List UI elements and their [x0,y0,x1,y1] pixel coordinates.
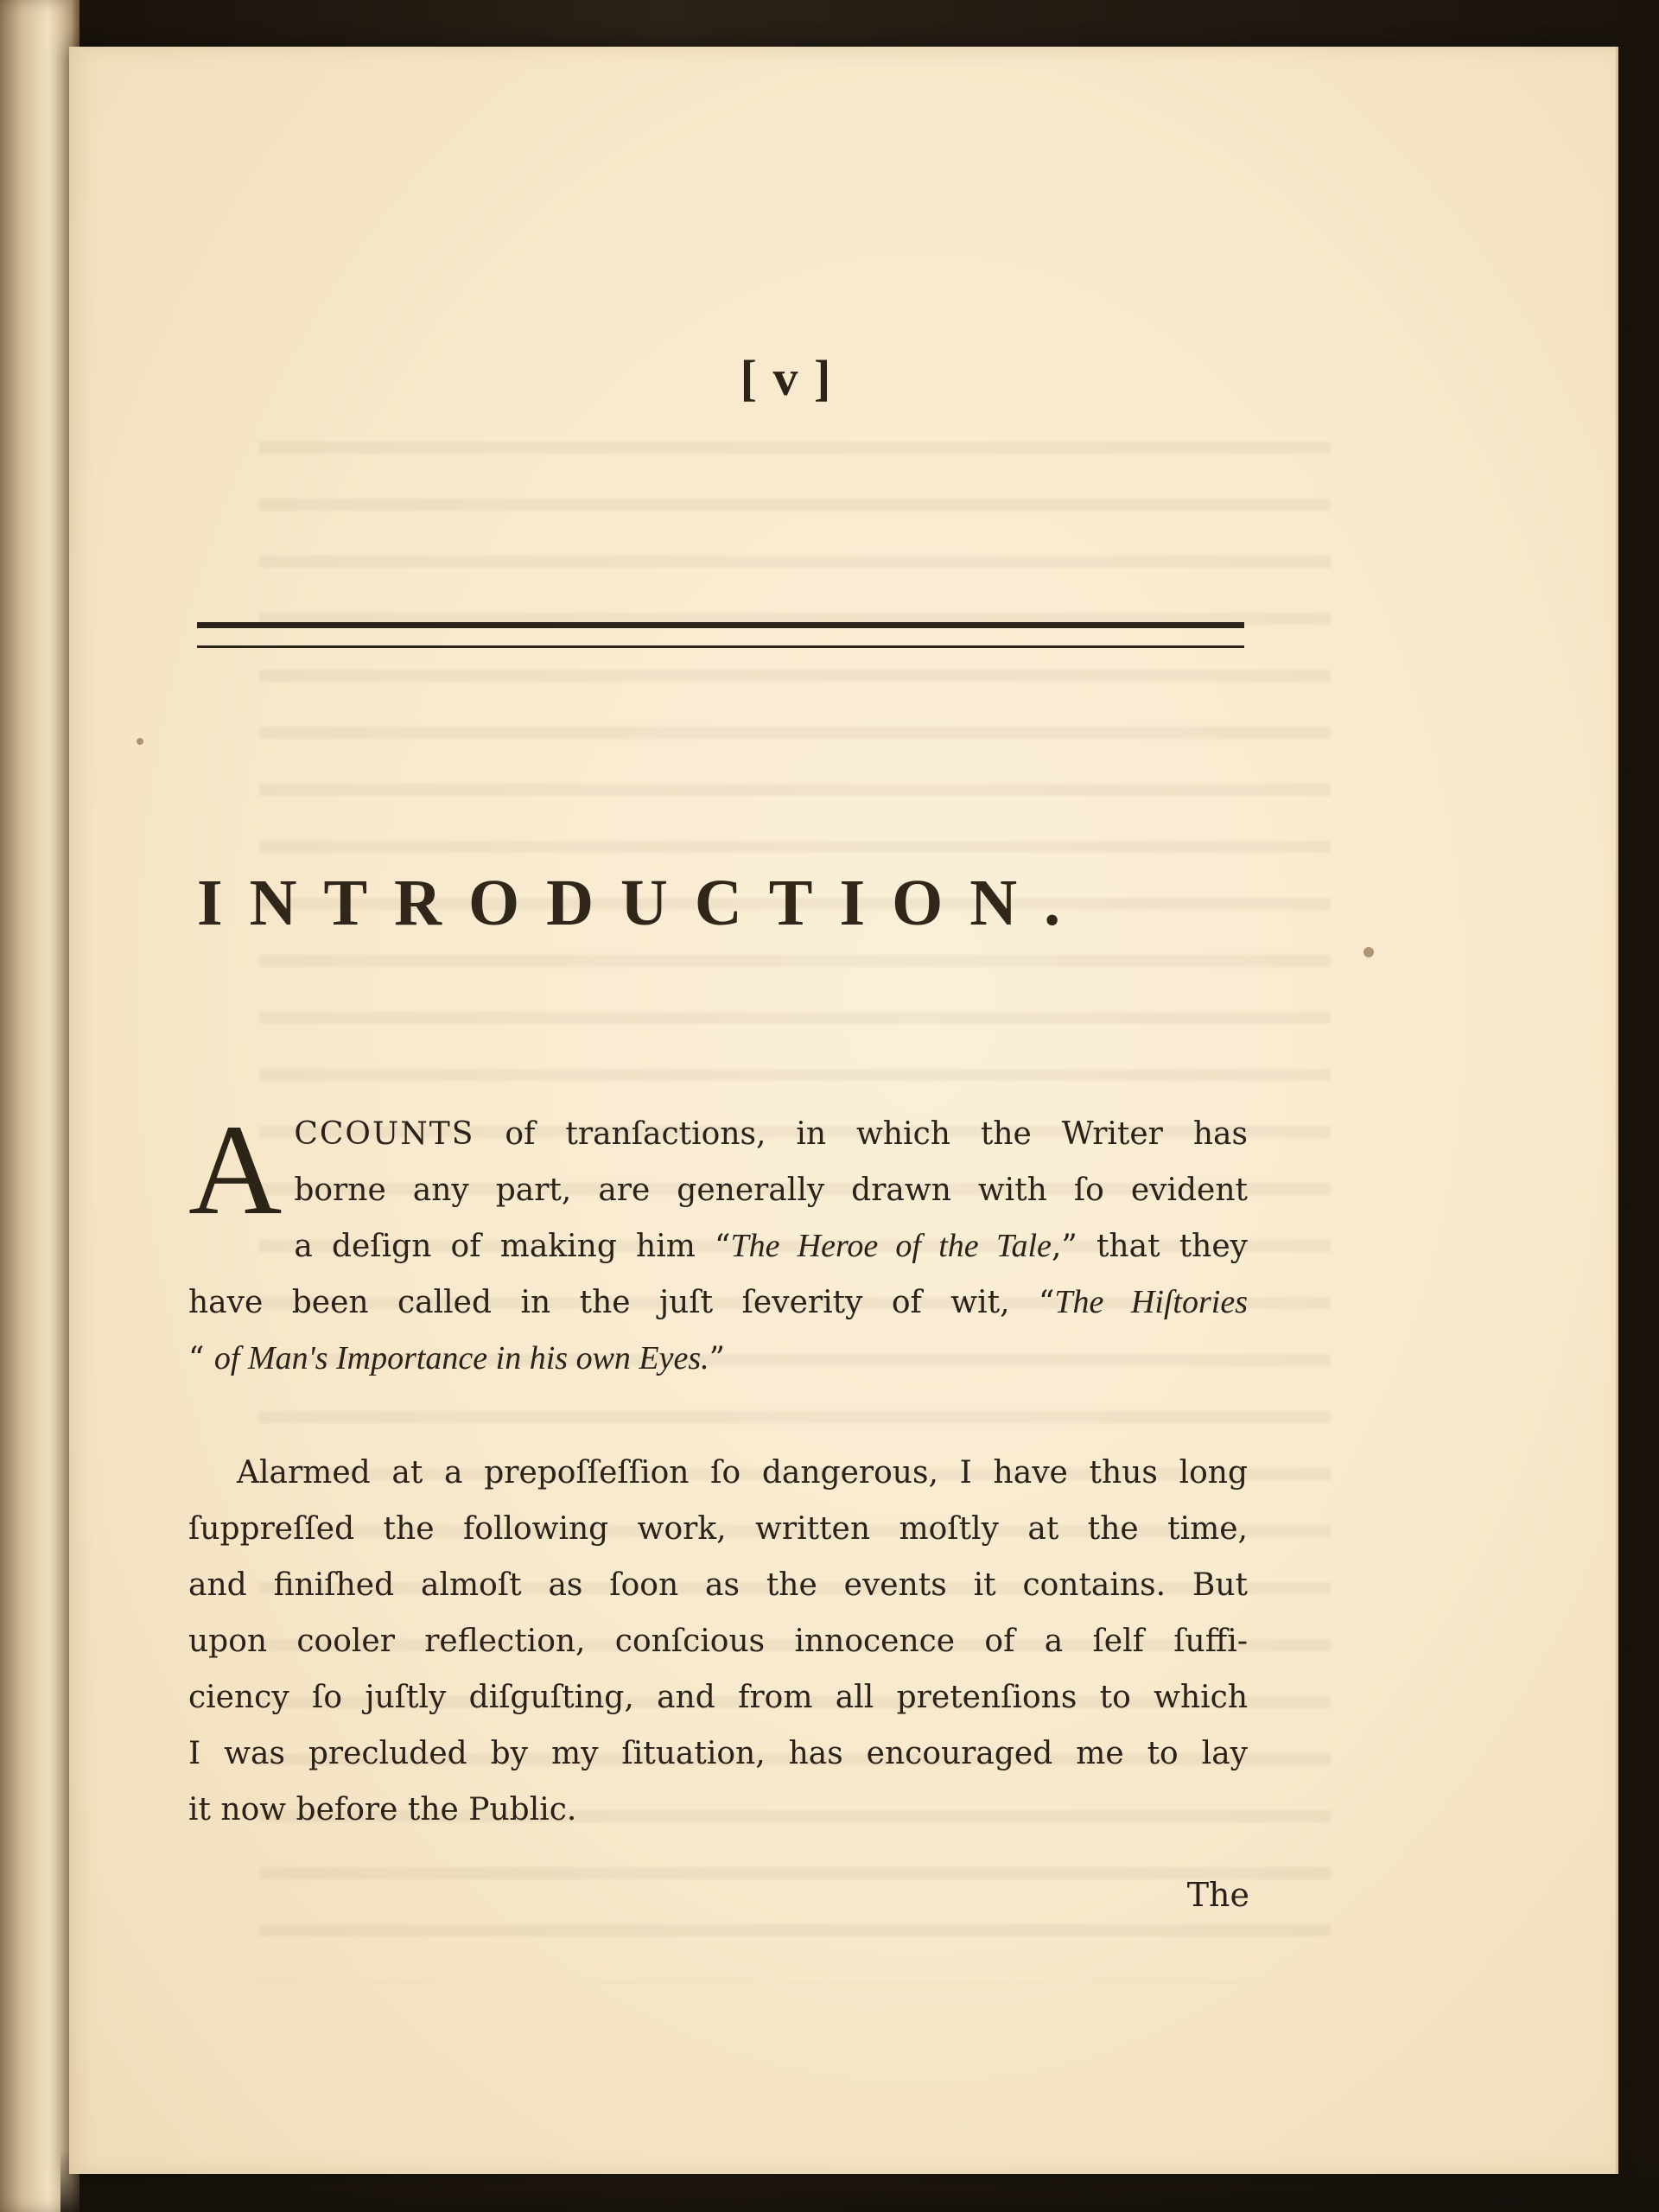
line-text: “ [188,1341,214,1376]
paragraph-line [188,1274,1248,1331]
paragraph-line: Alarmed at a prepoſſeſſion ſo dangerous, I have thus long [237,1455,1248,1491]
small-caps-word: CCOUNTS [294,1116,475,1152]
italic-phrase: The Heroe of the Tale [730,1228,1052,1264]
paragraph-line: upon cooler reflection, conſcious innocence of a ſelf ſuffi- [188,1624,1248,1659]
thin-rule [197,645,1244,648]
italic-phrase: The Hiſtories [1054,1284,1248,1320]
paragraph-one [188,1098,1248,1387]
paragraph-line: it now before the Public. [188,1792,577,1827]
paragraph-line [188,1106,1248,1162]
thick-rule [197,622,1244,628]
line-text: have been called in the juſt ſeverity of wit, “ [188,1285,1055,1320]
page-number: [ v ] [740,350,833,406]
stray-mark [137,738,143,745]
line-text: of tranſactions, in which the Writer has [474,1116,1248,1152]
line-text: ,” that they [1051,1229,1248,1264]
paragraph-line: and finiſhed almoſt as ſoon as the events it contains. But [188,1567,1248,1603]
paragraph-line [188,1218,1248,1274]
catchword: The [1186,1876,1249,1914]
line-text: ” [709,1341,726,1376]
book-page [69,47,1618,2174]
drop-cap: A [188,1098,283,1242]
left-page-edge [0,0,79,2212]
paragraph-line: borne any part, are generally drawn with ſo evident [294,1173,1248,1208]
double-rule-divider [197,622,1244,652]
paragraph-line: I was precluded by my ſituation, has encouraged me to lay [188,1736,1248,1771]
paragraph-line [188,1331,1248,1387]
paragraph-line: ſuppreſſed the following work, written moſtly at the time, [188,1511,1248,1547]
italic-phrase: of Man's Importance in his own Eyes. [213,1340,709,1376]
line-text: a deſign of making him “ [294,1229,731,1264]
paragraph-line: ciency ſo juſtly diſguſting, and from all pretenſions to which [188,1680,1248,1715]
stray-mark [1363,947,1374,957]
section-heading: INTRODUCTION. [197,867,1088,939]
paragraph-two [188,1445,1248,1838]
